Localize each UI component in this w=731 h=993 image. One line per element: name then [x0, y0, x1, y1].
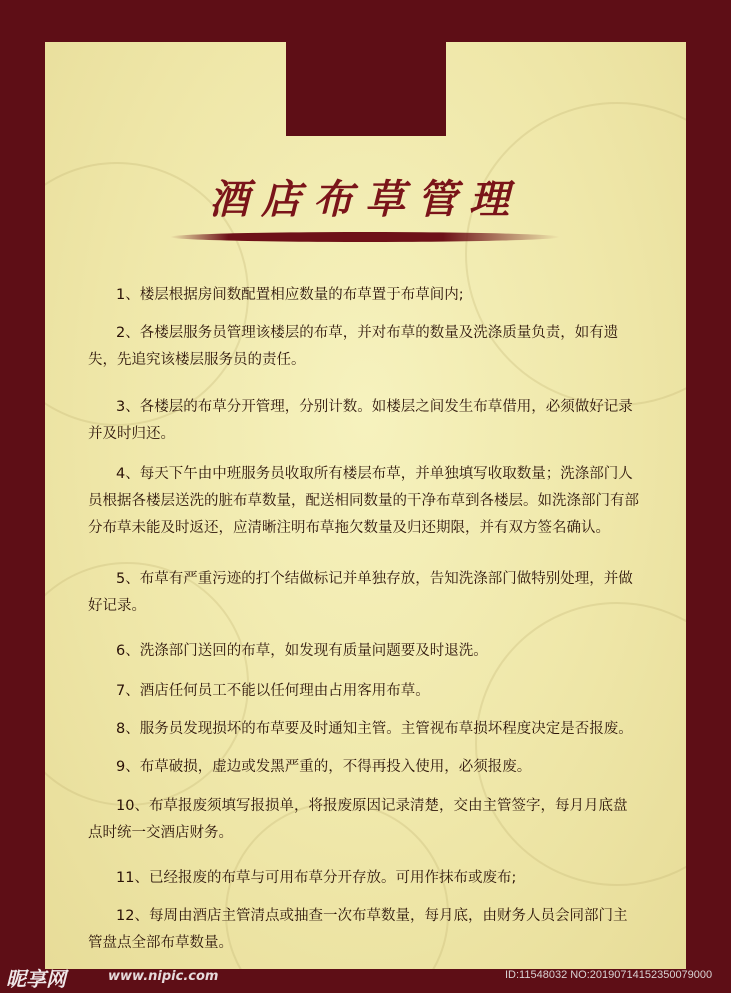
rule-line: 8、服务员发现损坏的布草要及时通知主管。主管视布草损坏程度决定是否报废。: [116, 721, 633, 737]
rule-item: [88, 638, 688, 665]
watermark-bar: [0, 969, 731, 993]
rule-item: [88, 903, 688, 957]
rule-line: 12、每周由酒店主管清点或抽查一次布草数量，每月底，由财务人员会同部门主: [116, 908, 628, 924]
rule-line: 9、布草破损，虚边或发黑严重的，不得再投入使用，必须报废。: [116, 759, 532, 775]
rule-item: [88, 320, 688, 374]
rule-line: 5、布草有严重污迹的打个结做标记并单独存放，告知洗涤部门做特别处理，并做: [116, 571, 633, 587]
rule-line: 分布草未能及时返还，应清晰注明布草拖欠数量及归还期限，并有双方签名确认。: [88, 520, 610, 536]
rule-line: 10、布草报废须填写报损单，将报废原因记录清楚，交由主管签字，每月月底盘: [116, 798, 628, 814]
rule-item: [88, 865, 688, 892]
rule-line: 好记录。: [88, 598, 146, 614]
rule-item: [88, 678, 688, 705]
rule-item: [88, 793, 688, 847]
rule-item: [88, 754, 688, 781]
rule-item: [88, 394, 688, 448]
rule-line: 11、已经报废的布草与可用布草分开存放。可用作抹布或废布;: [116, 870, 517, 886]
rule-line: 2、各楼层服务员管理该楼层的布草，并对布草的数量及洗涤质量负责，如有遗: [116, 325, 619, 341]
top-tab: [286, 42, 446, 136]
rule-item: [88, 566, 688, 620]
rule-item: [88, 716, 688, 743]
watermark-id: ID:11548032 NO:20190714152350079000: [505, 969, 713, 981]
rule-line: 6、洗涤部门送回的布草，如发现有质量问题要及时退洗。: [116, 643, 488, 659]
rule-line: 点时统一交酒店财务。: [88, 825, 233, 841]
rule-line: 并及时归还。: [88, 426, 175, 442]
rule-item: [88, 461, 688, 542]
rule-line: 员根据各楼层送洗的脏布草数量，配送相同数量的干净布草到各楼层。如洗涤部门有部: [88, 493, 639, 509]
title-underline: [170, 232, 560, 242]
rule-line: 3、各楼层的布草分开管理，分别计数。如楼层之间发生布草借用，必须做好记录: [116, 399, 633, 415]
rule-line: 7、酒店任何员工不能以任何理由占用客用布草。: [116, 683, 430, 699]
watermark-logo: 昵享网: [6, 967, 66, 991]
page-title: 酒店布草管理: [209, 176, 521, 223]
watermark-url: www.nipic.com: [108, 969, 219, 984]
rule-line: 1、楼层根据房间数配置相应数量的布草置于布草间内;: [116, 287, 464, 303]
rule-line: 管盘点全部布草数量。: [88, 935, 233, 951]
rule-item: [88, 282, 688, 309]
rule-line: 4、每天下午由中班服务员收取所有楼层布草，并单独填写收取数量；洗涤部门人: [116, 466, 633, 482]
rule-line: 失，先追究该楼层服务员的责任。: [88, 352, 306, 368]
